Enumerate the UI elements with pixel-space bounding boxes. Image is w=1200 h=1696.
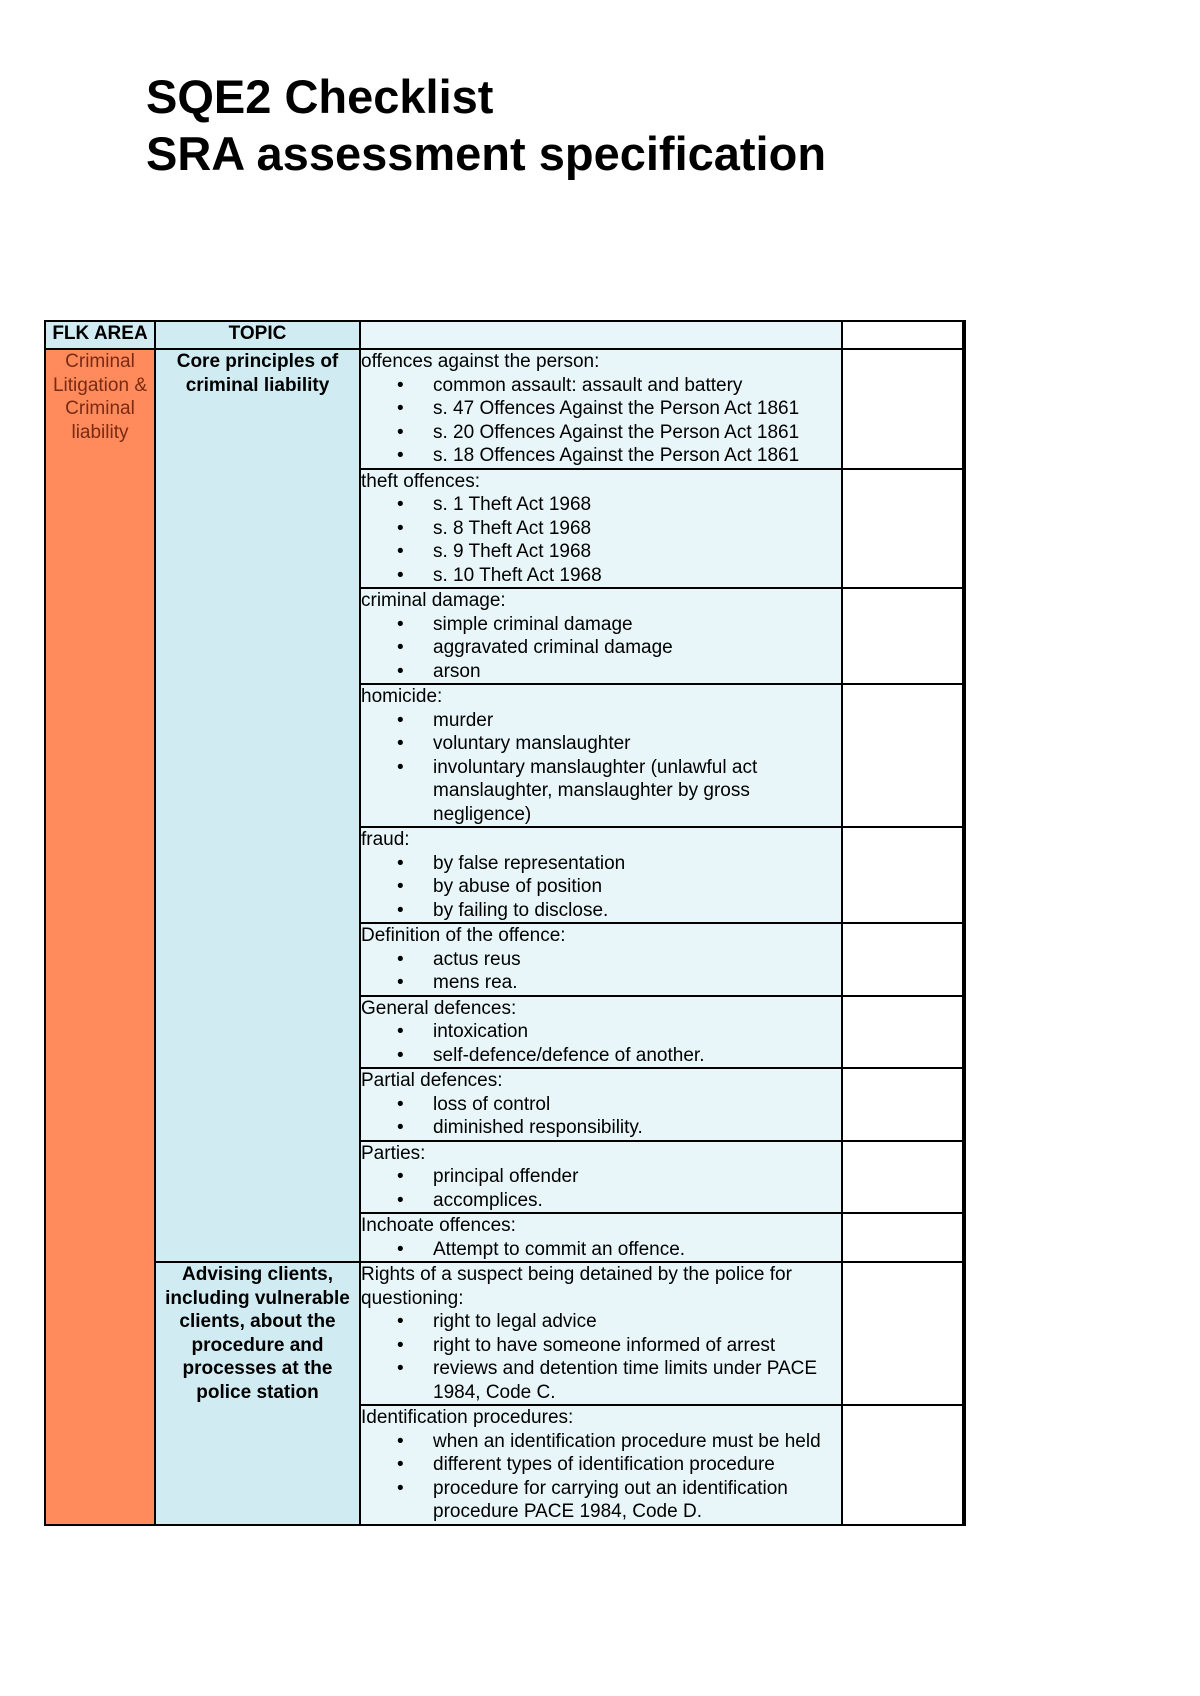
column-header-flk-area: FLK AREA (45, 321, 155, 349)
bullet-item: • common assault: assault and battery (433, 374, 840, 398)
bullet-list (361, 1238, 840, 1262)
bullet-item: • Attempt to commit an offence. (433, 1238, 840, 1262)
column-header-content (360, 321, 842, 349)
content-heading: theft offences: (361, 470, 481, 492)
checklist-tick-cell[interactable] (842, 1262, 964, 1405)
bullet-list (361, 613, 840, 684)
bullet-item: • different types of identification procedure (433, 1453, 840, 1477)
content-cell (360, 349, 842, 469)
bullet-item: • by false representation (433, 852, 840, 876)
content-heading: criminal damage: (361, 590, 506, 611)
bullet-item: • procedure for carrying out an identification procedure PACE 1984, Code D. (433, 1477, 840, 1524)
content-cell (360, 469, 842, 589)
checklist-tick-cell[interactable] (842, 1068, 964, 1141)
content-heading: Definition of the offence: (361, 925, 566, 946)
content-cell (360, 1262, 842, 1405)
checklist-tick-cell[interactable] (842, 996, 964, 1069)
bullet-list (361, 948, 840, 995)
content-cell (360, 1068, 842, 1141)
flk-area-cell: Criminal Litigation & Criminal liability (45, 349, 155, 1525)
bullet-list (361, 1310, 840, 1404)
bullet-list (361, 493, 840, 587)
content-heading: Identification procedures: (361, 1407, 574, 1428)
bullet-list (361, 1165, 840, 1212)
bullet-item: • accomplices. (433, 1189, 840, 1213)
bullet-item: • s. 47 Offences Against the Person Act 1861 (433, 397, 840, 421)
table-row (45, 349, 964, 469)
title-line-2: SRA assessment specification (146, 127, 827, 180)
bullet-item: • when an identification procedure must be held (433, 1430, 840, 1454)
bullet-item: • by abuse of position (433, 875, 840, 899)
bullet-item: • voluntary manslaughter (433, 732, 840, 756)
bullet-item: • diminished responsibility. (433, 1116, 840, 1140)
bullet-item: • right to legal advice (433, 1310, 840, 1334)
bullet-item: • s. 9 Theft Act 1968 (433, 540, 840, 564)
bullet-list (361, 709, 840, 827)
content-heading: fraud: (361, 829, 410, 850)
content-cell (360, 684, 842, 827)
bullet-item: • simple criminal damage (433, 613, 840, 637)
bullet-item: • intoxication (433, 1020, 840, 1044)
bullet-item: • aggravated criminal damage (433, 636, 840, 660)
checklist-tick-cell[interactable] (842, 1213, 964, 1262)
content-heading: Partial defences: (361, 1070, 503, 1091)
checklist-tick-cell[interactable] (842, 684, 964, 827)
bullet-item: • arson (433, 660, 840, 684)
bullet-list (361, 852, 840, 923)
checklist-body (45, 349, 964, 1525)
table-header-row (45, 321, 964, 349)
content-cell (360, 923, 842, 996)
topic-cell: Core principles of criminal liability (155, 349, 360, 1262)
bullet-list (361, 1430, 840, 1524)
bullet-item: • right to have someone informed of arrest (433, 1334, 840, 1358)
checklist-tick-cell[interactable] (842, 1141, 964, 1214)
content-heading: homicide: (361, 686, 443, 707)
bullet-item: • s. 10 Theft Act 1968 (433, 564, 840, 588)
content-cell (360, 1141, 842, 1214)
bullet-item: • involuntary manslaughter (unlawful act manslaughter, manslaughter by gross negligence) (433, 756, 840, 827)
checklist-tick-cell[interactable] (842, 1405, 964, 1525)
content-heading: Inchoate offences: (361, 1215, 516, 1236)
checklist-tick-cell[interactable] (842, 469, 964, 589)
bullet-item: • self-defence/defence of another. (433, 1044, 840, 1068)
content-heading: offences against the person: (361, 351, 600, 372)
column-header-topic: TOPIC (155, 321, 360, 349)
bullet-item: • s. 18 Offences Against the Person Act 1861 (433, 444, 840, 468)
checklist-tick-cell[interactable] (842, 588, 964, 684)
bullet-item: • s. 8 Theft Act 1968 (433, 517, 840, 541)
checklist-table (44, 320, 966, 1526)
bullet-item: • murder (433, 709, 840, 733)
title-line-1: SQE2 Checklist (146, 70, 494, 123)
document-title (146, 68, 826, 182)
content-cell (360, 588, 842, 684)
checklist-tick-cell[interactable] (842, 349, 964, 469)
bullet-list (361, 1020, 840, 1067)
bullet-list (361, 1093, 840, 1140)
bullet-item: • s. 1 Theft Act 1968 (433, 493, 840, 517)
content-cell (360, 827, 842, 923)
bullet-item: • loss of control (433, 1093, 840, 1117)
content-heading: Parties: (361, 1142, 426, 1164)
bullet-item: • mens rea. (433, 971, 840, 995)
bullet-item: • by failing to disclose. (433, 899, 840, 923)
content-cell (360, 1213, 842, 1262)
bullet-list (361, 374, 840, 468)
bullet-item: • s. 20 Offences Against the Person Act 1861 (433, 421, 840, 445)
column-header-check (842, 321, 964, 349)
checklist-tick-cell[interactable] (842, 827, 964, 923)
checklist-tick-cell[interactable] (842, 923, 964, 996)
content-cell (360, 1405, 842, 1525)
content-heading: General defences: (361, 997, 517, 1019)
content-heading: Rights of a suspect being detained by the police for questioning: (361, 1264, 792, 1309)
bullet-item: • actus reus (433, 948, 840, 972)
table-row (45, 1262, 964, 1405)
content-cell (360, 996, 842, 1069)
bullet-item: • reviews and detention time limits under PACE 1984, Code C. (433, 1357, 840, 1404)
bullet-item: • principal offender (433, 1165, 840, 1189)
topic-cell: Advising clients, including vulnerable clients, about the procedure and processes at the police station (155, 1262, 360, 1525)
